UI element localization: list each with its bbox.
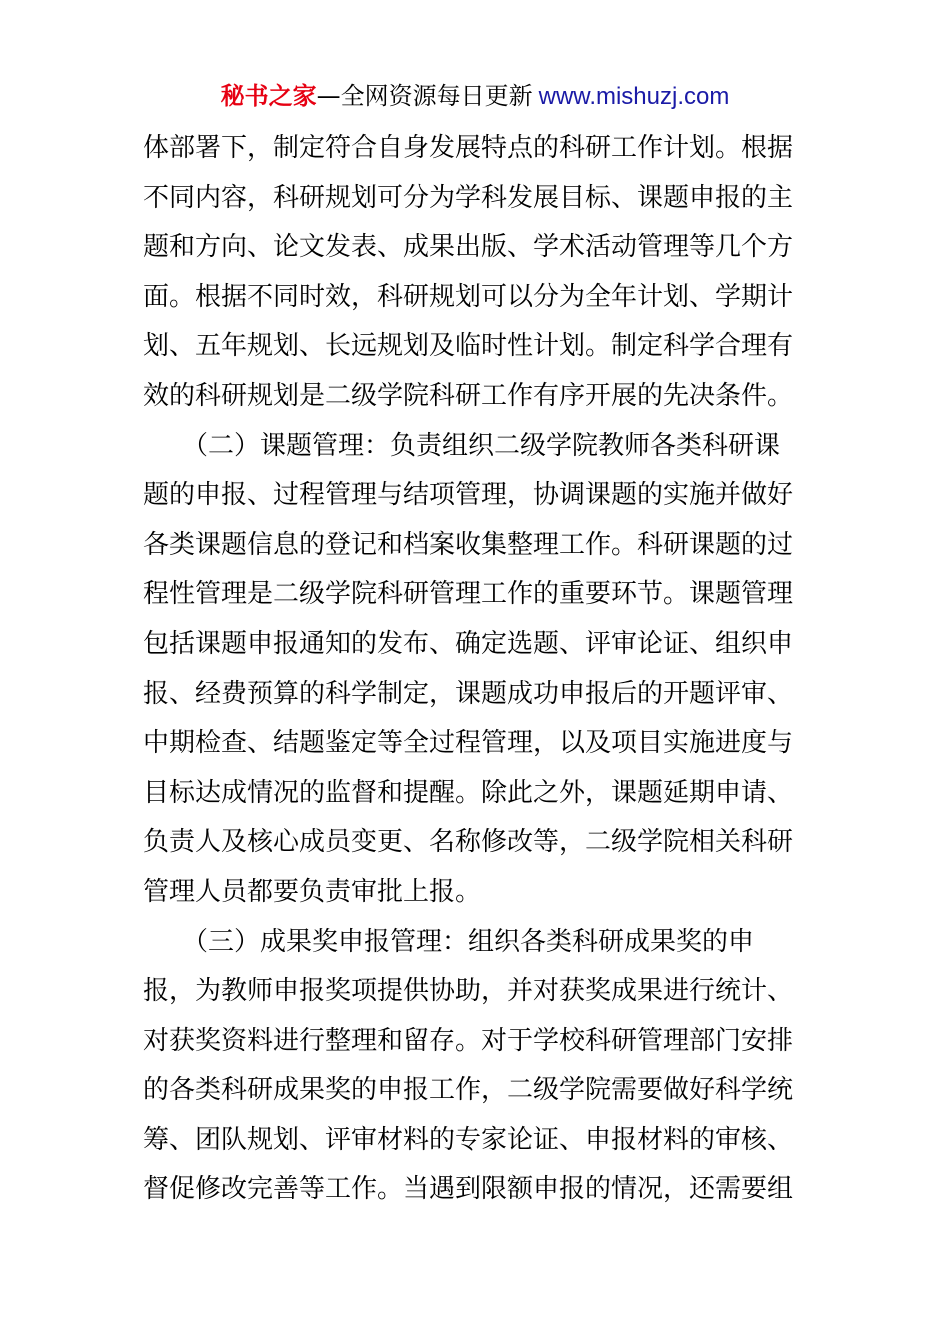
text-line: 划、五年规划、长远规划及临时性计划。制定科学合理有: [143, 331, 794, 362]
site-tagline: —全网资源每日更新: [316, 82, 533, 110]
document-body: [143, 124, 815, 1215]
text-line: 对获奖资料进行整理和留存。对于学校科研管理部门安排: [143, 1025, 794, 1056]
text-line: 面。根据不同时效，科研规划可以分为全年计划、学期计: [143, 281, 794, 312]
page-header: [0, 80, 950, 113]
text-line: 题和方向、论文发表、成果出版、学术活动管理等几个方: [143, 232, 794, 263]
text-line: 筹、团队规划、评审材料的专家论证、申报材料的审核、: [143, 1124, 794, 1155]
text-line: 的各类科研成果奖的申报工作，二级学院需要做好科学统: [143, 1075, 794, 1106]
text-line: 体部署下，制定符合自身发展特点的科研工作计划。根据: [143, 133, 794, 163]
text-line: 报，为教师申报奖项提供协助，并对获奖成果进行统计、: [143, 976, 794, 1007]
site-url[interactable]: www.mishuzj.com: [538, 83, 730, 110]
text-line: （二）课题管理：负责组织二级学院教师各类科研课: [143, 430, 781, 461]
site-brand: 秘书之家: [220, 82, 317, 110]
text-line: 中期检查、结题鉴定等全过程管理，以及项目实施进度与: [143, 728, 794, 759]
text-line: 程性管理是二级学院科研管理工作的重要环节。课题管理: [143, 579, 794, 610]
text-line: 报、经费预算的科学制定，课题成功申报后的开题评审、: [143, 678, 794, 709]
text-line: 目标达成情况的监督和提醒。除此之外，课题延期申请、: [143, 777, 794, 808]
text-line: 不同内容，科研规划可分为学科发展目标、课题申报的主: [143, 182, 794, 213]
text-line: 题的申报、过程管理与结项管理，协调课题的实施并做好: [143, 480, 794, 511]
text-line: 负责人及核心成员变更、名称修改等，二级学院相关科研: [143, 827, 794, 858]
text-line: 效的科研规划是二级学院科研工作有序开展的先决条件。: [143, 380, 794, 411]
text-line: 各类课题信息的登记和档案收集整理工作。科研课题的过: [143, 529, 794, 560]
text-line: 管理人员都要负责审批上报。: [143, 876, 482, 907]
text-line: 督促修改完善等工作。当遇到限额申报的情况，还需要组: [143, 1174, 794, 1205]
text-line: 包括课题申报通知的发布、确定选题、评审论证、组织申: [143, 628, 794, 659]
text-line: （三）成果奖申报管理：组织各类科研成果奖的申: [143, 926, 755, 957]
